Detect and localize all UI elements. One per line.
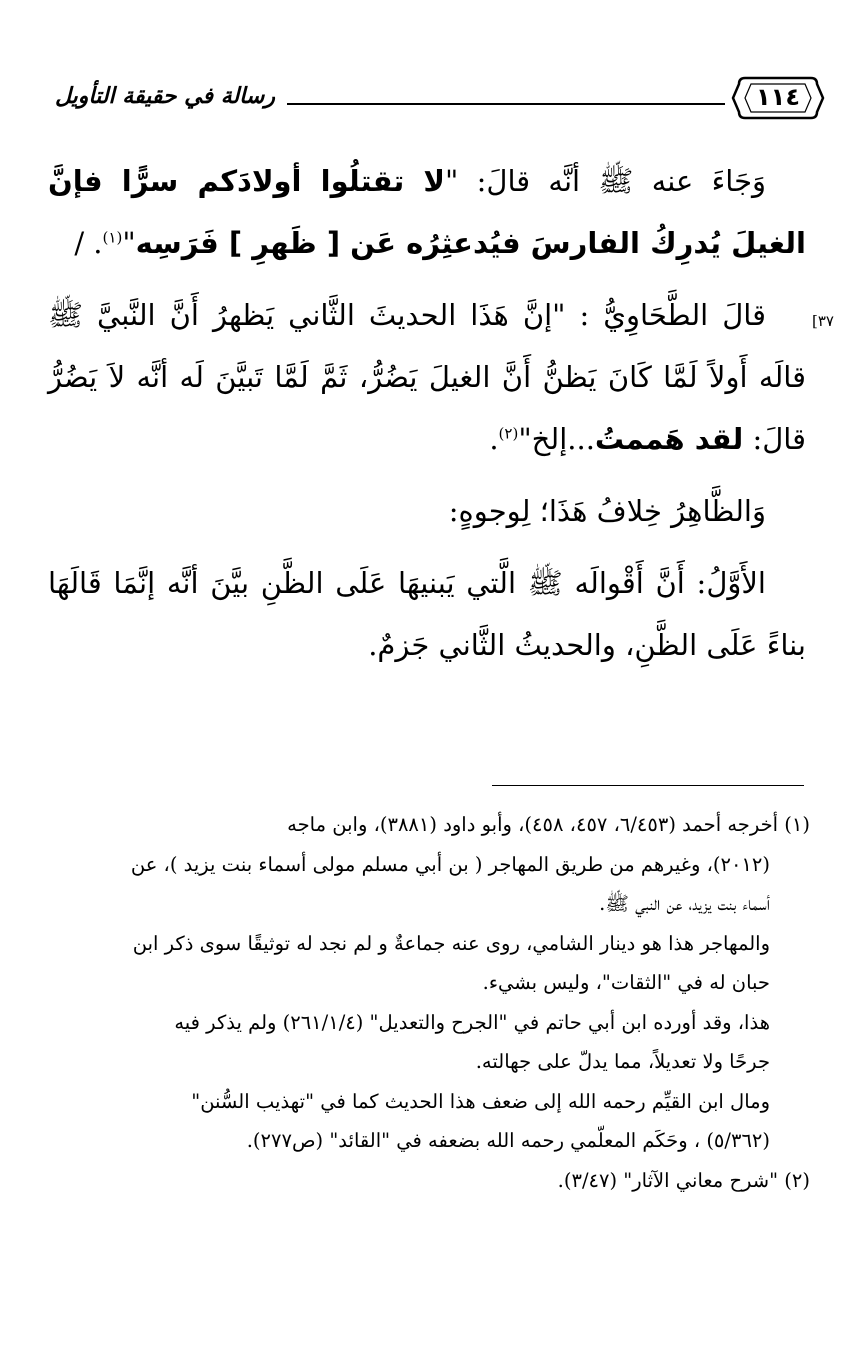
- page-header: [55, 68, 805, 130]
- footnote-line: ومال ابن القيِّم رحمه الله إلى ضعف هذا الحديث كما في "تهذيب السُّنن": [191, 1089, 770, 1113]
- footnote-line: (٢) "شرح معاني الآثار" (٣/٤٧).: [557, 1168, 810, 1192]
- paragraph-first-reason: الأَوَّلُ: أَنَّ أَقْوالَه ﷺ الَّتي يَبنيهَا عَلَى الظَّنِ بيَّنَ أنَّه إنَّمَا قَالَهَا بناءً عَلَى الظَّنِ، والحديثُ الثَّاني جَزمٌ.: [48, 566, 806, 662]
- paragraph-apparent: وَالظَّاهِرُ خِلافُ هَذَا؛ لِوجوهٍ:: [448, 494, 766, 528]
- text-run: .: [489, 422, 499, 456]
- footnotes: [40, 805, 810, 1200]
- book-title: رسالة في حقيقة التأويل: [55, 84, 275, 109]
- page-number-ornament: [731, 72, 825, 124]
- footnote-ref-1: (١): [102, 228, 123, 247]
- hadith-quote: لا تقتلُوا أولادَكم سرًّا فإنَّ الغيلَ يُدرِكُ الفارسَ فيُدعثِرُه عَن [ ظَهرِ ] فَرَسِه: [48, 164, 806, 260]
- text-run: قالَ الطَّحَاوِيُّ : "إنَّ هَذَا الحديثَ الثَّاني يَظهرُ أَنَّ النَّبيَّ ﷺ قالَه أَولاً لَمَّا كَانَ يَظنُّ أَنَّ الغيلَ يَضُرُّ، ثَمَّ لَمَّا تَبيَّنَ لَه أنَّه لاَ يَضُرُّ قالَ:: [48, 298, 806, 456]
- text-run: وَجَاءَ عنه ﷺ أنَّه قالَ: ": [444, 164, 766, 198]
- footnote-line: (٥/٣٦٢) ، وحَكَم المعلّمي رحمه الله بضعفه في "القائد" (ص٢٧٧).: [246, 1129, 770, 1152]
- text-run: ...إلخ": [518, 422, 595, 456]
- margin-page-ref: ٣٧]: [812, 312, 834, 330]
- footnote-line: هذا، وقد أورده ابن أبي حاتم في "الجرح والتعديل" (٢٦١/١/٤) ولم يذكر فيه: [174, 1010, 770, 1034]
- text-run: . /: [74, 226, 103, 260]
- footnote-line: أسماء بنت يزيد، عن النبي ﷺ.: [599, 892, 770, 915]
- footnote-line: جرحًا ولا تعديلاً، مما يدلّ على جهالته.: [475, 1050, 770, 1073]
- paragraph-hadith: [48, 150, 806, 274]
- text-run: ": [122, 226, 136, 260]
- footnote-line: (٢٠١٢)، وغيرهم من طريق المهاجر ( بن أبي مسلم مولى أسماء بنت يزيد )، عن: [130, 852, 770, 876]
- footnote-line: حبان له في "الثقات"، وليس بشيء.: [482, 971, 770, 994]
- footnote-ref-2: (٢): [498, 424, 519, 443]
- footnote-separator: [492, 785, 804, 786]
- paragraph-tahawi: [48, 284, 806, 470]
- header-rule: [287, 103, 725, 105]
- footnote-line: (١) أخرجه أحمد (٦/٤٥٣، ٤٥٧، ٤٥٨)، وأبو داود (٣٨٨١)، وابن ماجه: [287, 813, 810, 836]
- bold-phrase: لقد هَممتُ: [594, 422, 744, 456]
- footnote-line: والمهاجر هذا هو دينار الشامي، روى عنه جماعةٌ و لم نجد له توثيقًا سوى ذكر ابن: [132, 931, 770, 955]
- page-number: ١١٤: [756, 83, 800, 111]
- main-text: [48, 150, 806, 686]
